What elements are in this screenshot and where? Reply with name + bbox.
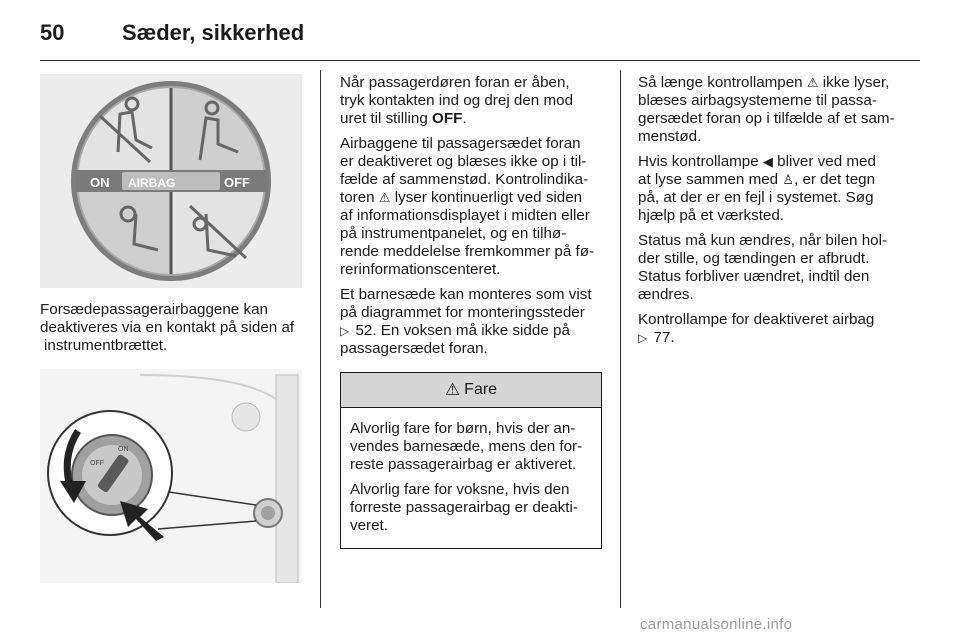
danger-warning-box [340,372,602,549]
airbag-off-label: OFF [224,175,250,190]
caption-line-3: instrumentbrættet. [44,337,168,354]
paragraph-system-fault: Hvis kontrollampe ◀ bliver ved med at lyse sammen med ♙, er det tegn på, at der er en fejl i systemet. Søg hjælp på et værksted. [638,153,876,224]
paragraph-status-change: Status må kun ændres, når bilen hol- der stille, og tændingen er afbrudt. Status forbliver uændret, indtil den ændres. [638,232,888,303]
page-header [40,20,920,60]
right-column [638,74,902,354]
middle-column [340,74,602,549]
column-divider-2 [620,70,621,608]
page-ref-77[interactable]: 77. [649,329,675,346]
paragraph-lamp-off: Så længe kontrollampen ⚠ ikke lyser, blæses airbagsystemerne til passa- gersædet foran op i tilfælde af et sam- menstød. [638,74,895,145]
off-position-label: OFF [432,110,463,127]
page-ref-arrow-icon: ▷ [340,324,350,338]
warning-triangle-icon: ⚠ [444,380,461,399]
airbag-caption [40,301,302,355]
airbag-panel-illustration [40,74,302,288]
watermark: carmanualsonline.info [640,616,793,633]
paragraph-airbag-deactivated: Airbaggene til passagersædet foran er deaktiveret og blæses ikke op i til- fælde af sammenstød. Kontrolindika- toren ⚠ lyser kontinuerligt ved siden af informationsdisplayet i midten eller på instrumentpanelet, og en tilhø- rende meddelelse fremkommer på fø- rerinformationscenteret. [340,135,595,278]
caption-line-1: Forsædepassagerairbaggene kan [40,301,268,318]
page-ref-52[interactable]: 52. En voksen må ikke sidde på [351,322,570,339]
switch-on-label: ON [118,446,129,453]
paragraph-child-seat: Et barnesæde kan monteres som vist på diagrammet for monteringssteder ▷ 52. En voksen må ikke sidde på passagersædet foran. [340,286,592,357]
seatbelt-icon: ♙ [782,172,794,187]
airbag-warning-icon: ◀ [762,154,773,169]
left-column [40,74,302,583]
paragraph-turn-switch: Når passagerdøren foran er åben, tryk kontakten ind og drej den mod uret til stilling OFF. [340,74,574,127]
airbag-off-icon: ⚠ [806,75,819,90]
warning-title: Fare [464,381,498,398]
paragraph-lamp-reference: Kontrollampe for deaktiveret airbag ▷ 77. [638,311,875,346]
caption-line-2: deaktiveres via en kontakt på siden af [40,319,295,336]
column-divider-1 [320,70,321,608]
header-divider [40,60,920,61]
warning-paragraph-adults: Alvorlig fare for voksne, hvis den forreste passagerairbag er deakti- veret. [350,481,578,534]
airbag-off-icon: ⚠ [378,190,391,205]
airbag-on-label: ON [90,175,110,190]
warning-body [341,408,601,548]
page-ref-arrow-icon: ▷ [638,331,648,345]
warning-paragraph-children: Alvorlig fare for børn, hvis der an- vendes barnesæde, mens den for- reste passagerairbag er aktiveret. [350,420,583,473]
section-title: Sæder, sikkerhed [122,20,305,45]
switch-off-label: OFF [90,460,104,467]
warning-header [341,373,601,408]
page-number: 50 [40,20,65,45]
airbag-switch-illustration [40,369,302,583]
airbag-label: AIRBAG [128,176,176,190]
